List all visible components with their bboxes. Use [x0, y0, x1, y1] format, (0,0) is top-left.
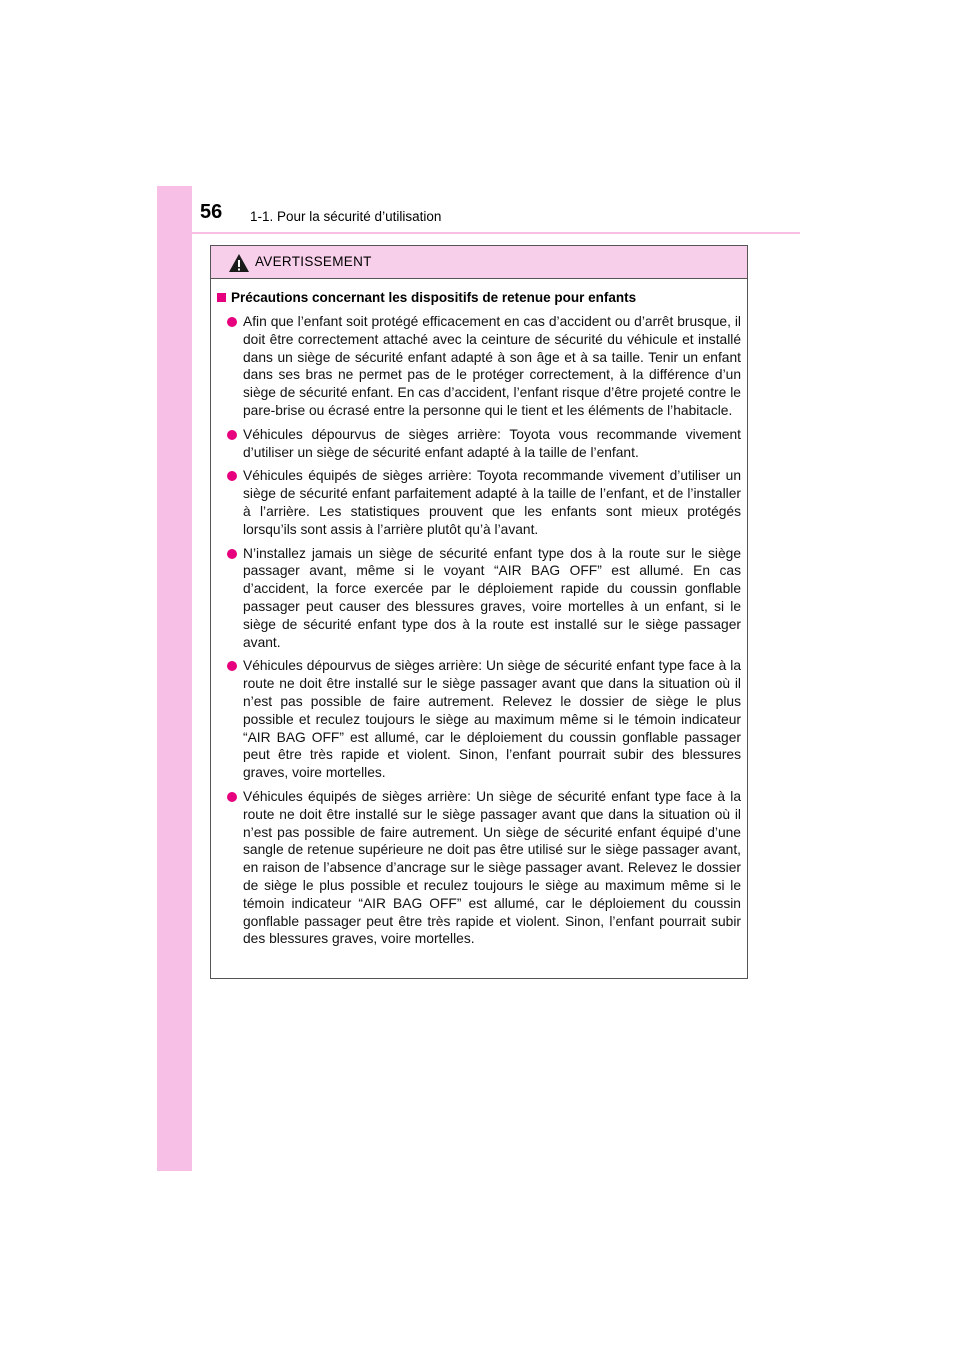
warning-label: AVERTISSEMENT [255, 254, 372, 269]
bullet-item [211, 313, 747, 420]
bullet-dot-icon [227, 471, 237, 481]
warning-box [210, 245, 748, 979]
bullet-text: Véhicules dépourvus de sièges arrière: Un siège de sécurité enfant type face à la route ne doit être installé sur le siège passager avant que dans la situation où il n’est pas possible de faire autrement. Relevez le dossier de siège le plus possible et reculez toujours le siège au maximum même si le témoin indicateur “AIR BAG OFF” est allumé, car le déploiement du coussin gonflable passager peut être très rapide et violent. Sinon, l’enfant pourrait subir des blessures graves, voire mortelles. [243, 658, 741, 781]
bullet-dot-icon [227, 430, 237, 440]
topic-title: Précautions concernant les dispositifs de retenue pour enfants [231, 290, 637, 305]
bullet-list [211, 313, 747, 948]
bullet-text: Véhicules dépourvus de sièges arrière: Toyota vous recommande vivement d’utiliser un siège de sécurité enfant adapté à la taille de l’enfant. [243, 426, 741, 460]
bullet-text: Véhicules équipés de sièges arrière: Toyota recommande vivement d’utiliser un siège de sécurité enfant parfaitement adapté à la taille de l’enfant, et de l’installer à l’arrière. Les statistiques prouvent que les enfants sont mieux protégés lorsqu’ils sont assis à l’arrière plutôt qu’à l’avant. [243, 468, 741, 537]
bullet-dot-icon [227, 317, 237, 327]
bullet-item [211, 426, 747, 462]
bullet-dot-icon [227, 549, 237, 559]
bullet-item [211, 545, 747, 652]
square-marker-icon [217, 293, 226, 302]
bullet-dot-icon [227, 792, 237, 802]
warning-content [211, 289, 747, 954]
bullet-text: Afin que l’enfant soit protégé efficacement en cas d’accident ou d’arrêt brusque, il doit être correctement attaché avec la ceinture de sécurité du véhicule et installé dans un siège de sécurité enfant adapté à son âge et à sa taille. Tenir un enfant dans ses bras ne permet pas de le protéger correctement, à la différence d’un siège de sécurité enfant. En cas d’accident, l’enfant risque d’être projeté contre le pare-brise ou écrasé entre la personne qui le tient et les éléments de l’habitacle. [243, 314, 741, 418]
topic-heading [211, 289, 747, 307]
bullet-item [211, 788, 747, 948]
bullet-item [211, 467, 747, 538]
bullet-text: N’installez jamais un siège de sécurité enfant type dos à la route sur le siège passager avant, même si le voyant “AIR BAG OFF” est allumé. En cas d’accident, la force exercée par le déploiement rapide du coussin gonflable passager peut causer des blessures graves, voire mortelles à un enfant, si le siège de sécurité enfant type dos à la route est installé sur le siège passager avant. [243, 545, 741, 650]
bullet-item [211, 657, 747, 782]
bullet-dot-icon [227, 661, 237, 671]
header-rule [192, 232, 800, 234]
section-title: 1-1. Pour la sécurité d’utilisation [250, 209, 442, 224]
page-number: 56 [200, 201, 223, 223]
bullet-text: Véhicules équipés de sièges arrière: Un siège de sécurité enfant type face à la route ne doit être installé sur le siège passager avant que dans la situation où il n’est pas possible de faire autrement. Un siège de sécurité enfant équipé d’une sangle de retenue supérieure ne doit pas être utilisé sur le siège passager avant, en raison de l’absence d’ancrage sur le siège passager avant. Relevez le dossier de siège le plus possible et reculez toujours le siège au maximum même si le témoin indicateur “AIR BAG OFF” est allumé, car le déploiement du coussin gonflable passager peut être très rapide et violent. Sinon, l’enfant pourrait subir des blessures graves, voire mortelles. [243, 788, 741, 947]
side-band [157, 186, 192, 1171]
warning-triangle-icon [228, 253, 250, 273]
warning-header [211, 246, 747, 279]
